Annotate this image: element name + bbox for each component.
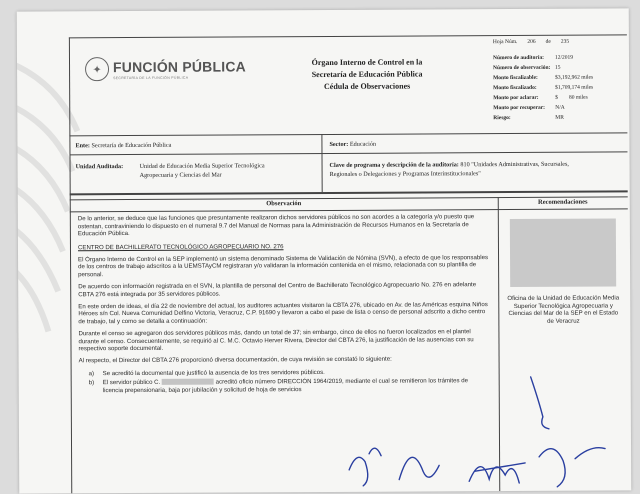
meta-row: Monto fiscalizable: $3,192,962 miles	[493, 74, 594, 82]
paragraph-2: El Órgano Interno de Control en la SEP implementó un sistema denominado Sistema de Validación de Nómina (SVN), a efecto de que los responsables de los centros de trabajo adscritos a la UEMSTAyCM registraran y/o validaran la información contenida en el mismo, relacionada con su plantilla de personal.	[78, 254, 489, 279]
page-number	[493, 39, 579, 45]
column-divider	[498, 197, 501, 491]
hoja-label: Hoja Núm.	[492, 38, 518, 46]
info-row-divider	[69, 151, 627, 155]
hoja-total: 235	[560, 38, 570, 45]
logo-subtitle: SECRETARÍA DE LA FUNCIÓN PÚBLICA	[113, 75, 189, 80]
document-page	[17, 8, 632, 493]
info-bottom-border	[70, 190, 628, 194]
funcion-publica-logo	[85, 56, 246, 81]
ente-field: Ente: Secretaría de Educación Pública	[75, 141, 172, 150]
observacion-header: Observación	[266, 200, 302, 208]
redacted-name	[162, 379, 214, 385]
recommendation-text: Oficina de la Unidad de Educación Media Superior Tecnológica Agropecuaria y Ciencias del Mar de la SEP en el Estado de Veracruz	[507, 294, 620, 325]
meta-row: Número de observación: 15	[493, 64, 561, 72]
unidad-value-2: Agropecuaria y Ciencias del Mar	[139, 171, 222, 179]
meta-row: Monto por recuperar: N/A	[493, 104, 565, 112]
hoja-num: 206	[527, 38, 536, 45]
section-heading: CENTRO DE BACHILLERATO TECNOLÓGICO AGROPECUARIO NO. 276	[77, 242, 284, 252]
clave-value-1: 810 "Unidades Administrativas, Sucursales,	[460, 160, 569, 169]
title-line-1: Órgano Interno de Control en la	[311, 57, 423, 68]
ente-value: Secretaría de Educación Pública	[91, 141, 172, 150]
hoja-de: de	[545, 38, 551, 45]
header-top-border	[69, 34, 627, 38]
paragraph-5: Durante el censo se agregaron dos servidores públicos más, dando un total de 37; sin embargo, cinco de ellos no fueron localizados en el plantel durante el censo. Consecuentemente, se requirió al C. M.C. Octavio Herver Rivera, Director del CBTA 276, la justificación de las ausencias con su respectivo soporte documental.	[78, 328, 474, 353]
document-title	[287, 56, 447, 93]
header-bottom-border	[69, 132, 627, 136]
unidad-field: Unidad Auditada: Unidad de Educación Media Superior Tecnológica Agropecuaria y Ciencias del Mar	[75, 162, 265, 179]
audit-metadata	[493, 52, 623, 123]
meta-row: Monto por aclarar: $ 80 miles	[493, 94, 588, 102]
clave-value-2: Regionales o Delegaciones y Programas Interinstitucionales"	[329, 170, 481, 178]
paragraph-6: Al respecto, el Director del CBTA 276 proporcionó diversa documentación, de cuya revisión se constató lo siguiente:	[78, 356, 392, 365]
list-item-b: b) El servidor público C. acreditó oficio número DIRECCIÓN 1964/2019, mediante el cual se remitieron los trámites de licencia prepensionaria, baja por jubilación y solicitud de hoja de servicios	[88, 377, 469, 394]
meta-row: Número de auditoría: 12/2019	[492, 54, 574, 62]
clave-field: Clave de programa y descripción de la auditoría: 810 "Unidades Administrativas, Sucursales, Regionales o Delegaciones y Programas Interinstitucionales"	[329, 160, 569, 178]
meta-row: Riesgo: MR	[493, 114, 564, 122]
recomendaciones-header: Recomendaciones	[537, 198, 588, 206]
unidad-value-1: Unidad de Educación Media Superior Tecnológica	[139, 162, 265, 170]
title-line-3: Cédula de Observaciones	[323, 81, 411, 91]
title-line-2: Secretaría de Educación Pública	[311, 69, 423, 80]
list-item-a: a) Se acreditó la documental que justificó la ausencia de los tres servidores públicos.	[88, 368, 325, 377]
eagle-seal-icon: ✦	[85, 57, 109, 81]
observation-body	[78, 213, 489, 396]
paragraph-4: En este orden de ideas, el día 22 de noviembre del actual, los auditores actuantes visitaron la CBTA 276, ubicado en Av. de las Américas esquina Niños Héroes s/n Col. Nueva Comunidad Delfino Victoria, Veracruz, C.P. 91690 y llevaron a cabo el pase de lista o censo de personal adscrito a dicho centro de trabajo, tal y como se detalla a continuación:	[78, 300, 488, 326]
meta-row: Monto fiscalizado: $1,709,174 miles	[493, 84, 594, 92]
logo-name: FUNCIÓN PÚBLICA	[112, 57, 246, 75]
sector-field: Sector: Educación	[329, 140, 377, 148]
sector-value: Educación	[349, 140, 377, 148]
redacted-block	[510, 218, 616, 287]
paragraph-3: De acuerdo con información registrada en el SVN, la plantilla de personal del Centro de Bachillerato Tecnológico Agropecuario No. 276 en adelante CBTA 276 está integrada por 35 servidores públicos.	[78, 281, 477, 299]
info-col-divider	[321, 134, 322, 192]
paragraph-1: De lo anterior, se deduce que las funciones que presuntamente realizaron dichos servidores públicos no son acordes a la categoría y/o puesto que ostentan, contraviniendo lo dispuesto en el numeral 9.7 del Manual de Normas para la Administración de Recursos Humanos en la Secretaría de Educación Pública.	[77, 213, 475, 238]
